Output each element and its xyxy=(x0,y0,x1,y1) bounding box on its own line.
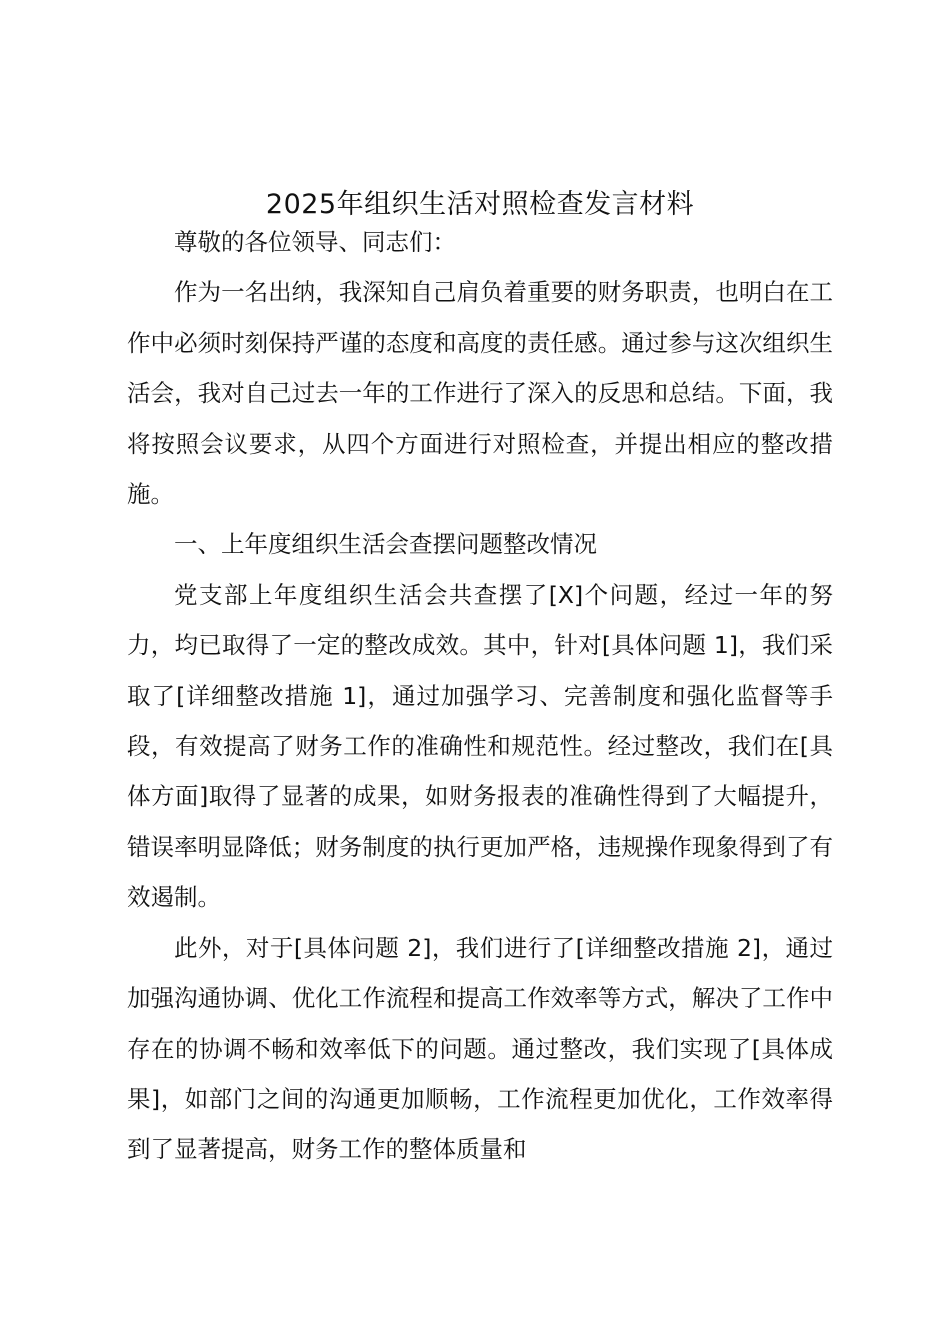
salutation: 尊敬的各位领导、同志们： xyxy=(174,228,456,256)
section-1-paragraph-1: 党支部上年度组织生活会共查摆了[X]个问题，经过一年的努力，均已取得了一定的整改成效。其中，针对[具体问题 1]，我们采取了[详细整改措施 1]，通过加强学习、完善制度和强化监督等手段，有效提高了财务工作的准确性和规范性。经过整改，我们在[具体方面]取得了显著的成果，如财务报表的准确性得到了大幅提升，错误率明显降低；财务制度的执行更加严格，违规操作现象得到了有效遏制。 xyxy=(127,580,833,912)
document-body xyxy=(127,182,833,1175)
intro-paragraph: 作为一名出纳，我深知自己肩负着重要的财务职责，也明白在工作中必须时刻保持严谨的态度和高度的责任感。通过参与这次组织生活会，我对自己过去一年的工作进行了深入的反思和总结。下面，我将按照会议要求，从四个方面进行对照检查，并提出相应的整改措施。 xyxy=(127,278,833,509)
section-1-paragraph-2: 此外，对于[具体问题 2]，我们进行了[详细整改措施 2]，通过加强沟通协调、优化工作流程和提高工作效率等方式，解决了工作中存在的协调不畅和效率低下的问题。通过整改，我们实现了[具体成果]，如部门之间的沟通更加顺畅，工作流程更加优化，工作效率得到了显著提高，财务工作的整体质量和 xyxy=(127,933,833,1164)
document-title: 2025年组织生活对照检查发言材料 xyxy=(265,189,695,220)
section-heading-1: 一、上年度组织生活会查摆问题整改情况 xyxy=(174,530,597,559)
